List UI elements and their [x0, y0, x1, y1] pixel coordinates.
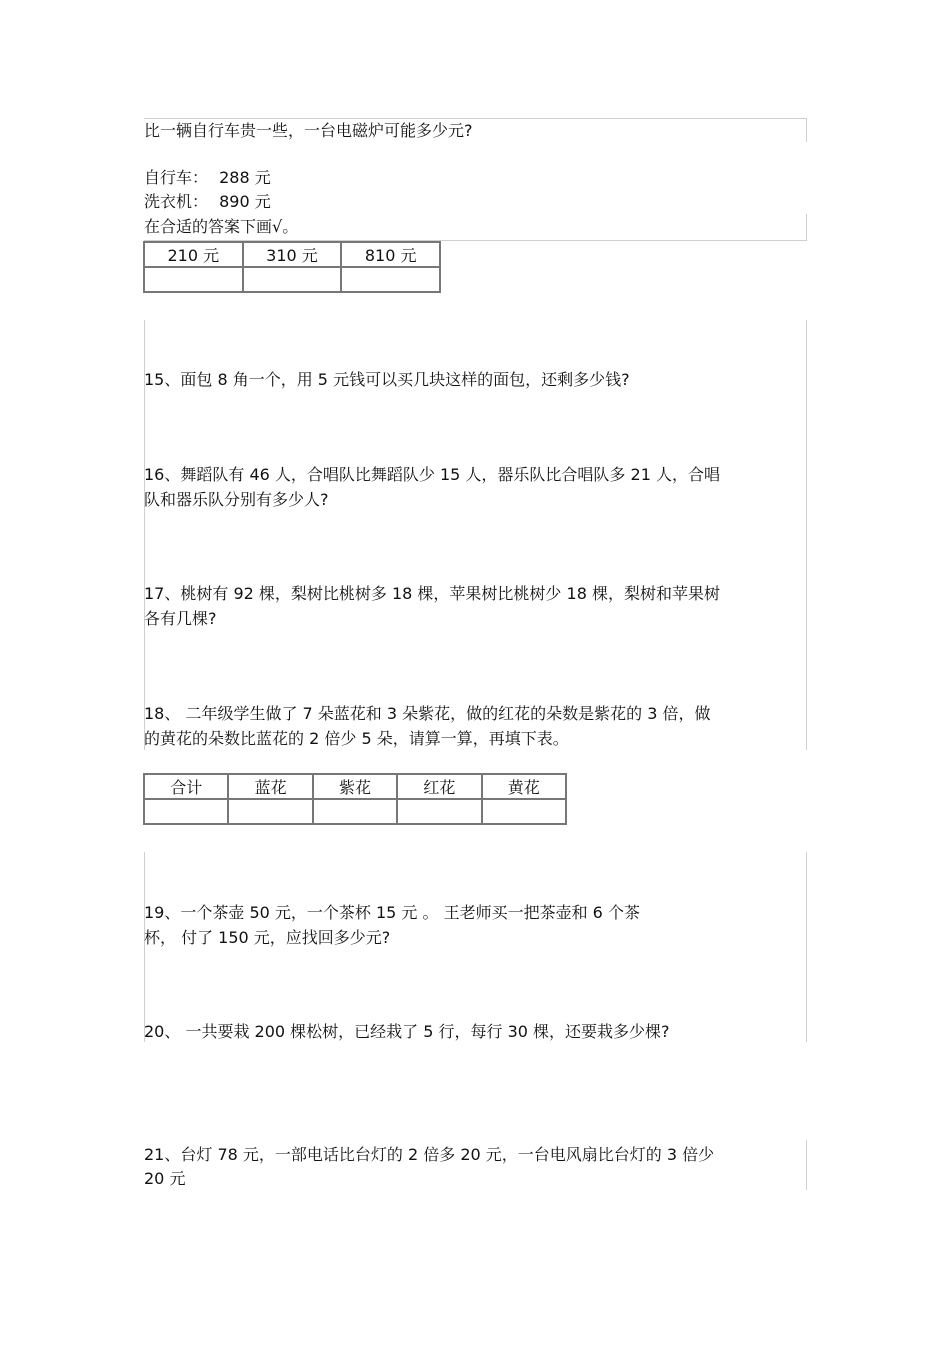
choice-cell: 310 元	[243, 242, 342, 267]
answer-cell[interactable]	[144, 267, 243, 292]
problem-16-line-1: 16、舞蹈队有 46 人，合唱队比舞蹈队少 15 人，器乐队比合唱队多 21 人，合唱	[144, 465, 720, 484]
frame-line	[144, 118, 807, 119]
header-yellow: 黄花	[482, 774, 566, 799]
table-row	[144, 242, 440, 267]
answer-cell[interactable]	[243, 267, 342, 292]
frame-line	[806, 320, 807, 750]
header-total: 合计	[144, 774, 228, 799]
choice-cell: 810 元	[341, 242, 440, 267]
washer-price-line	[144, 192, 271, 212]
problem-20: 20、 一共要栽 200 棵松树，已经栽了 5 行，每行 30 棵，还要栽多少棵?	[144, 1022, 670, 1041]
problem-18-line-1: 18、 二年级学生做了 7 朵蓝花和 3 朵紫花，做的红花的朵数是紫花的 3 倍，做	[144, 704, 711, 723]
problem-19-line-2: 杯， 付了 150 元，应找回多少元?	[144, 928, 391, 947]
table-row	[144, 774, 566, 799]
washer-price: 890 元	[219, 192, 271, 211]
problem-16-line-2: 队和器乐队分别有多少人?	[144, 490, 329, 509]
choice-cell: 210 元	[144, 242, 243, 267]
problem-17-line-1: 17、桃树有 92 棵，梨树比桃树多 18 棵，苹果树比桃树少 18 棵，梨树和苹果树	[144, 584, 720, 603]
frame-line	[806, 214, 807, 240]
problem-21-line-2: 20 元	[144, 1169, 186, 1188]
answer-cell[interactable]	[228, 799, 312, 824]
frame-line	[806, 118, 807, 142]
price-choice-table	[143, 241, 441, 293]
header-purple: 紫花	[313, 774, 397, 799]
answer-cell[interactable]	[313, 799, 397, 824]
answer-cell[interactable]	[397, 799, 481, 824]
header-blue: 蓝花	[228, 774, 312, 799]
problem-18-line-2: 的黄花的朵数比蓝花的 2 倍少 5 朵，请算一算，再填下表。	[144, 729, 569, 748]
intro-question: 比一辆自行车贵一些，一台电磁炉可能多少元?	[144, 121, 473, 140]
header-red: 红花	[397, 774, 481, 799]
washer-label: 洗衣机：	[144, 192, 209, 211]
bike-price: 288 元	[219, 168, 271, 187]
problem-15: 15、面包 8 角一个，用 5 元钱可以买几块这样的面包，还剩多少钱?	[144, 370, 630, 389]
answer-cell[interactable]	[482, 799, 566, 824]
answer-cell[interactable]	[341, 267, 440, 292]
table-row	[144, 267, 440, 292]
frame-line	[806, 1140, 807, 1190]
answer-cell[interactable]	[144, 799, 228, 824]
problem-17-line-2: 各有几棵?	[144, 609, 217, 628]
problem-21-line-1: 21、台灯 78 元，一部电话比台灯的 2 倍多 20 元，一台电风扇比台灯的 3 倍少	[144, 1145, 715, 1164]
table-row	[144, 799, 566, 824]
flower-count-table	[143, 773, 567, 825]
bike-price-line	[144, 168, 271, 188]
bike-label: 自行车：	[144, 168, 209, 187]
problem-19-line-1: 19、一个茶壶 50 元，一个茶杯 15 元 。 王老师买一把茶壶和 6 个茶	[144, 903, 640, 922]
instruction: 在合适的答案下画√。	[144, 217, 299, 236]
frame-line	[806, 852, 807, 1042]
